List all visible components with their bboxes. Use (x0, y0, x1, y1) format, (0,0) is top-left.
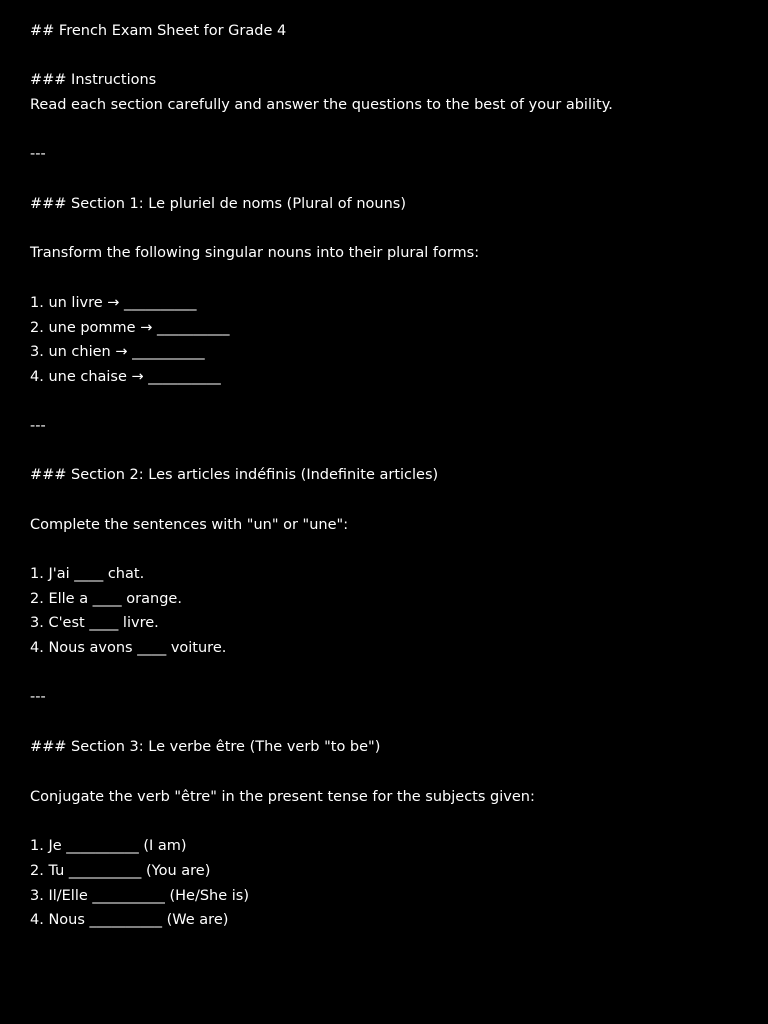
separator: --- (30, 418, 46, 434)
separator: --- (30, 146, 46, 162)
document-title: ## French Exam Sheet for Grade 4 (30, 23, 287, 39)
instructions-text: Read each section carefully and answer the questions to the best of your ability. (30, 97, 613, 113)
section3-heading: ### Section 3: Le verbe être (The verb "to be") (30, 739, 381, 755)
section1-item: 3. un chien → __________ (30, 344, 205, 360)
section2-item: 1. J'ai ____ chat. (30, 566, 145, 582)
separator: --- (30, 689, 46, 705)
section1-item: 2. une pomme → __________ (30, 320, 230, 336)
section1-item: 4. une chaise → __________ (30, 369, 221, 385)
section3-item: 4. Nous __________ (We are) (30, 912, 229, 928)
section1-heading: ### Section 1: Le pluriel de noms (Plural of nouns) (30, 196, 407, 212)
instructions-heading: ### Instructions (30, 72, 157, 88)
section3-item: 2. Tu __________ (You are) (30, 863, 211, 879)
section2-item: 2. Elle a ____ orange. (30, 591, 182, 607)
section3-prompt: Conjugate the verb "être" in the present tense for the subjects given: (30, 789, 535, 805)
section1-item: 1. un livre → __________ (30, 295, 197, 311)
section2-item: 3. C'est ____ livre. (30, 615, 159, 631)
section1-prompt: Transform the following singular nouns into their plural forms: (30, 245, 480, 261)
section2-item: 4. Nous avons ____ voiture. (30, 640, 227, 656)
section3-item: 3. Il/Elle __________ (He/She is) (30, 888, 250, 904)
section2-heading: ### Section 2: Les articles indéfinis (Indefinite articles) (30, 467, 439, 483)
section2-prompt: Complete the sentences with "un" or "une": (30, 517, 349, 533)
section3-item: 1. Je __________ (I am) (30, 838, 187, 854)
